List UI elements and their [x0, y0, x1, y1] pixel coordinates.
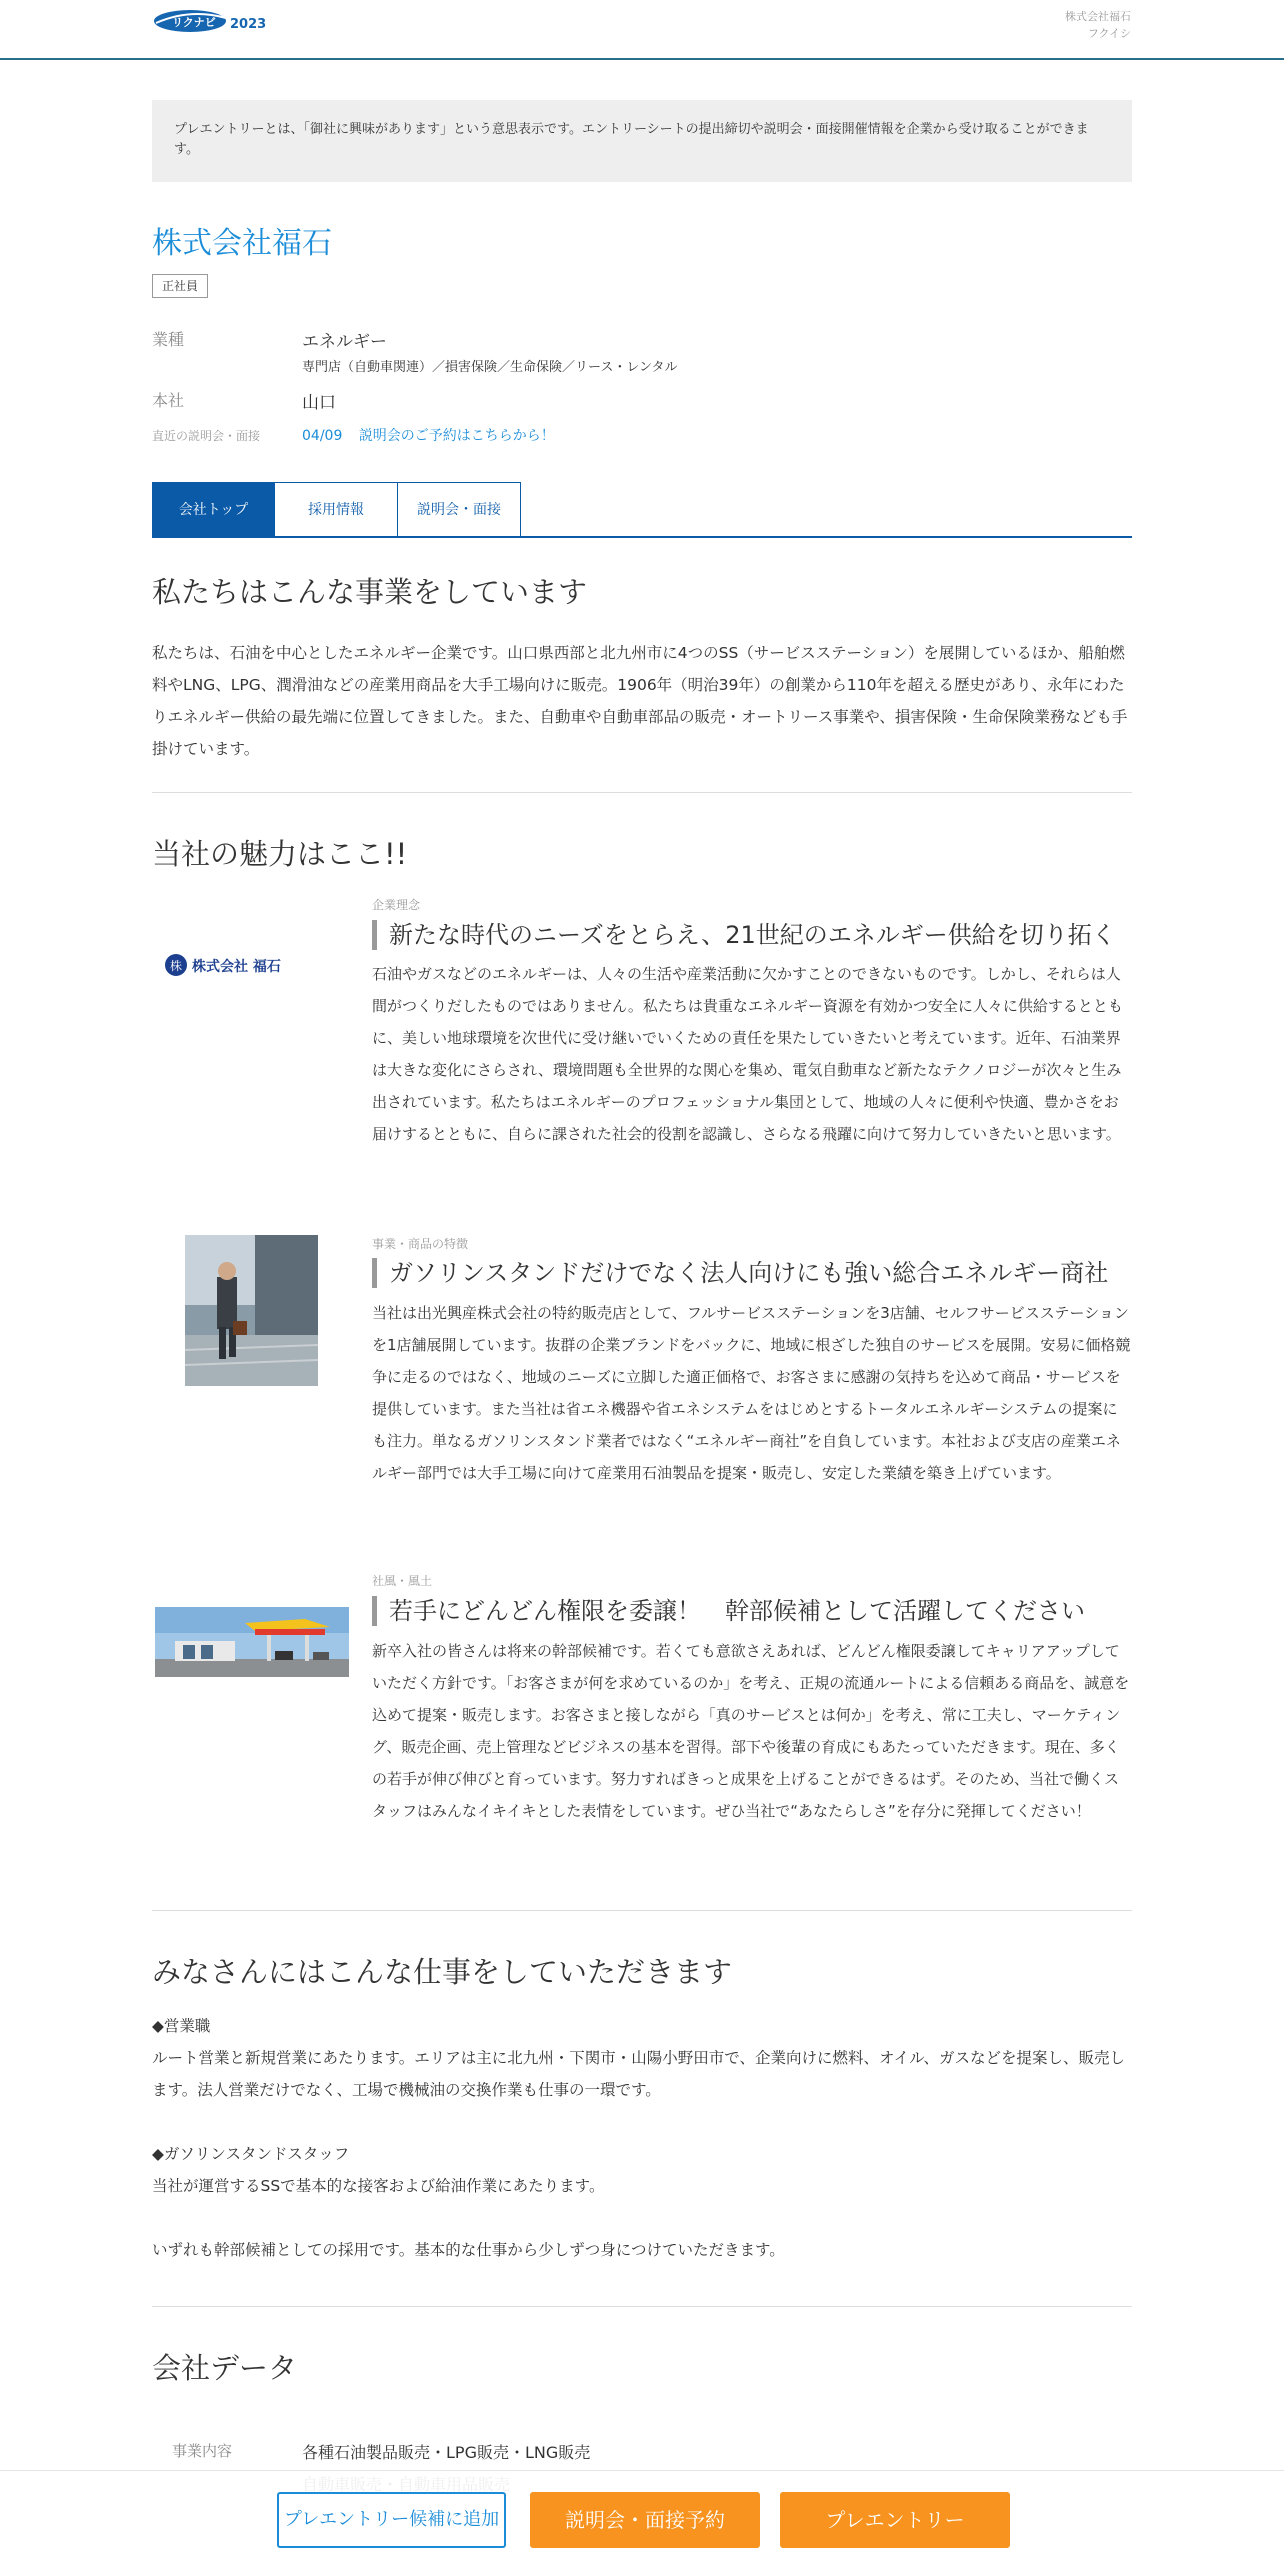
svg-text:2023: 2023	[230, 17, 267, 32]
feature-category: 事業・商品の特徴	[372, 1237, 469, 1251]
svg-text:リクナビ: リクナビ	[172, 16, 216, 29]
employment-type-badge: 正社員	[152, 274, 208, 298]
job-body: ルート営業と新規営業にあたります。エリアは主に北九州・下関市・山陽小野田市で、企業向けに燃料、オイル、ガスなどを提案し、販売します。法人営業だけでなく、工場で機械油の交換作業も仕事の一環です。	[152, 2049, 1125, 2099]
feature-category: 社風・風土	[372, 1574, 433, 1588]
jobs-note: いずれも幹部候補としての採用です。基本的な仕事から少しずつ身につけていただきます。	[152, 2241, 785, 2259]
feature-body: 当社は出光興産株式会社の特約販売店として、フルサービスステーションを3店舗、セルフサービスステーションを1店舗展開しています。抜群の企業ブランドをバックに、地域に根ざした独自のサービスを展開。安易に価格競争に走るのではなく、地域のニーズに立脚した適正価格で、お客さまに感謝の気持ちを込めて商品・サービスを提供しています。また当社は省エネ機器や省エネシステムをはじめとするトータルエネルギーシステムの提案にも注力。単なるガソリンスタンド業者ではなく“エネルギー商社”を自負しています。本社および支店の産業エネルギー部門では大手工場に向けて産業用石油製品を提案・販売し、安定した業績を築き上げています。	[372, 1304, 1131, 1482]
hq-label: 本社	[152, 391, 185, 410]
tab-recruit-info[interactable]: 採用情報	[275, 482, 398, 538]
header-company-info	[1065, 8, 1131, 42]
section-divider	[152, 1910, 1132, 1911]
industry-sub: 専門店（自動車関連）／損害保険／生命保険／リース・レンタル	[302, 360, 678, 375]
pre-entry-button[interactable]: プレエントリー	[780, 2492, 1010, 2548]
feature-body: 新卒入社の皆さんは将来の幹部候補です。若くても意欲さえあれば、どんどん権限委譲してキャリアアップしていただく方針です。「お客さまが何を求めているのか」を考え、正規の流通ルートによる信頼ある商品を、誠意を込めて提案・販売します。お客さまと接しながら「真のサービスとは何か」を考え、常に工夫し、マーケティング、販売企画、売上管理などビジネスの基本を習得。部下や後輩の育成にもあたっていただきます。現在、多くの若手が伸び伸びと育っています。努力すればきっと成果を上げることができるはず。そのため、当社で働くスタッフはみんなイキイキとした表情をしています。ぜひ当社で“あなたらしさ”を存分に発揮してください！	[372, 1642, 1130, 1820]
business-text: 私たちは、石油を中心としたエネルギー企業です。山口県西部と北九州市に4つのSS（サービスステーション）を展開しているほか、船舶燃料やLNG、LPG、潤滑油などの産業用商品を大手工場向けに販売。1906年（明治39年）の創業から110年を超える歴史があり、永年にわたりエネルギー供給の最先端に位置してきました。また、自動車や自動車部品の販売・オートリース事業や、損害保険・生命保険業務なども手掛けています。	[152, 644, 1128, 758]
feature-title: 新たな時代のニーズをとらえ、21世紀のエネルギー供給を切り拓く	[372, 920, 1132, 950]
feature-body: 石油やガスなどのエネルギーは、人々の生活や産業活動に欠かすことのできないものです。しかし、それらは人間がつくりだしたものではありません。私たちは貴重なエネルギー資源を有効かつ安全に人々に供給するとともに、美しい地球環境を次世代に受け継いでいくための責任を果たしていきたいと考えています。近年、石油業界は大きな変化にさらされ、環境問題も全世界的な関心を集め、電気自動車など新たなテクノロジーが次々と生み出されています。私たちはエネルギーのプロフェッショナル集団として、地域の人々に便利や快適、豊かさをお届けするとともに、自らに課された社会的役割を認識し、さらなる飛躍に向けて努力していきたいと思います。	[372, 965, 1123, 1143]
gas-station-photo	[155, 1607, 349, 1677]
seminar-reserve-button[interactable]: 説明会・面接予約	[530, 2492, 760, 2548]
tab-company-top[interactable]: 会社トップ	[152, 482, 275, 538]
job-title: ◆営業職	[152, 2017, 211, 2035]
feature-title: 若手にどんどん権限を委譲！ 幹部候補として活躍してください	[372, 1596, 1132, 1626]
header-company-kana: フクイシ	[1087, 27, 1131, 40]
add-candidate-button[interactable]: プレエントリー候補に追加	[277, 2492, 506, 2548]
tab-seminar[interactable]: 説明会・面接	[398, 482, 521, 538]
company-logo-image	[156, 930, 346, 1000]
job-list	[152, 2010, 1132, 2266]
hq-value: 山口	[302, 393, 336, 413]
industry-label: 業種	[152, 330, 185, 349]
appeal-heading: 当社の魅力はここ!!	[152, 837, 408, 871]
pre-entry-notice: プレエントリーとは、「御社に興味があります」という意思表示です。エントリーシートの提出締切や説明会・面接開催情報を企業から受け取ることができます。	[152, 100, 1132, 182]
seminar-date: 04/09	[302, 428, 343, 444]
section-divider	[152, 792, 1132, 793]
businessman-photo	[185, 1235, 318, 1386]
data-label: 事業内容	[172, 2442, 233, 2460]
svg-text:株: 株	[170, 959, 183, 973]
seminar-label: 直近の説明会・面接	[152, 429, 261, 443]
feature-category: 企業理念	[372, 898, 421, 912]
company-name: 株式会社福石	[152, 226, 332, 261]
job-title: ◆ガソリンスタンドスタッフ	[152, 2145, 350, 2163]
site-header	[0, 0, 1284, 60]
company-logo-text: 株式会社 福石	[192, 959, 281, 975]
section-divider	[152, 2306, 1132, 2307]
company-data-heading: 会社データ	[152, 2351, 298, 2385]
seminar-link[interactable]	[302, 425, 555, 445]
data-value: 各種石油製品販売・LPG販売・LNG販売	[302, 2443, 591, 2462]
seminar-link-text: 説明会のご予約はこちらから！	[358, 428, 555, 444]
jobs-heading: みなさんにはこんな仕事をしていただきます	[152, 1955, 733, 1989]
feature-title: ガソリンスタンドだけでなく法人向けにも強い総合エネルギー商社	[372, 1258, 1132, 1288]
rikunabi-logo[interactable]	[152, 6, 302, 34]
company-tabs	[152, 482, 521, 538]
header-company-name: 株式会社福石	[1065, 10, 1131, 23]
job-body: 当社が運営するSSで基本的な接客および給油作業にあたります。	[152, 2177, 605, 2195]
tab-underline	[152, 536, 1132, 538]
business-heading: 私たちはこんな事業をしています	[152, 575, 588, 609]
industry-value: エネルギー	[302, 332, 387, 352]
